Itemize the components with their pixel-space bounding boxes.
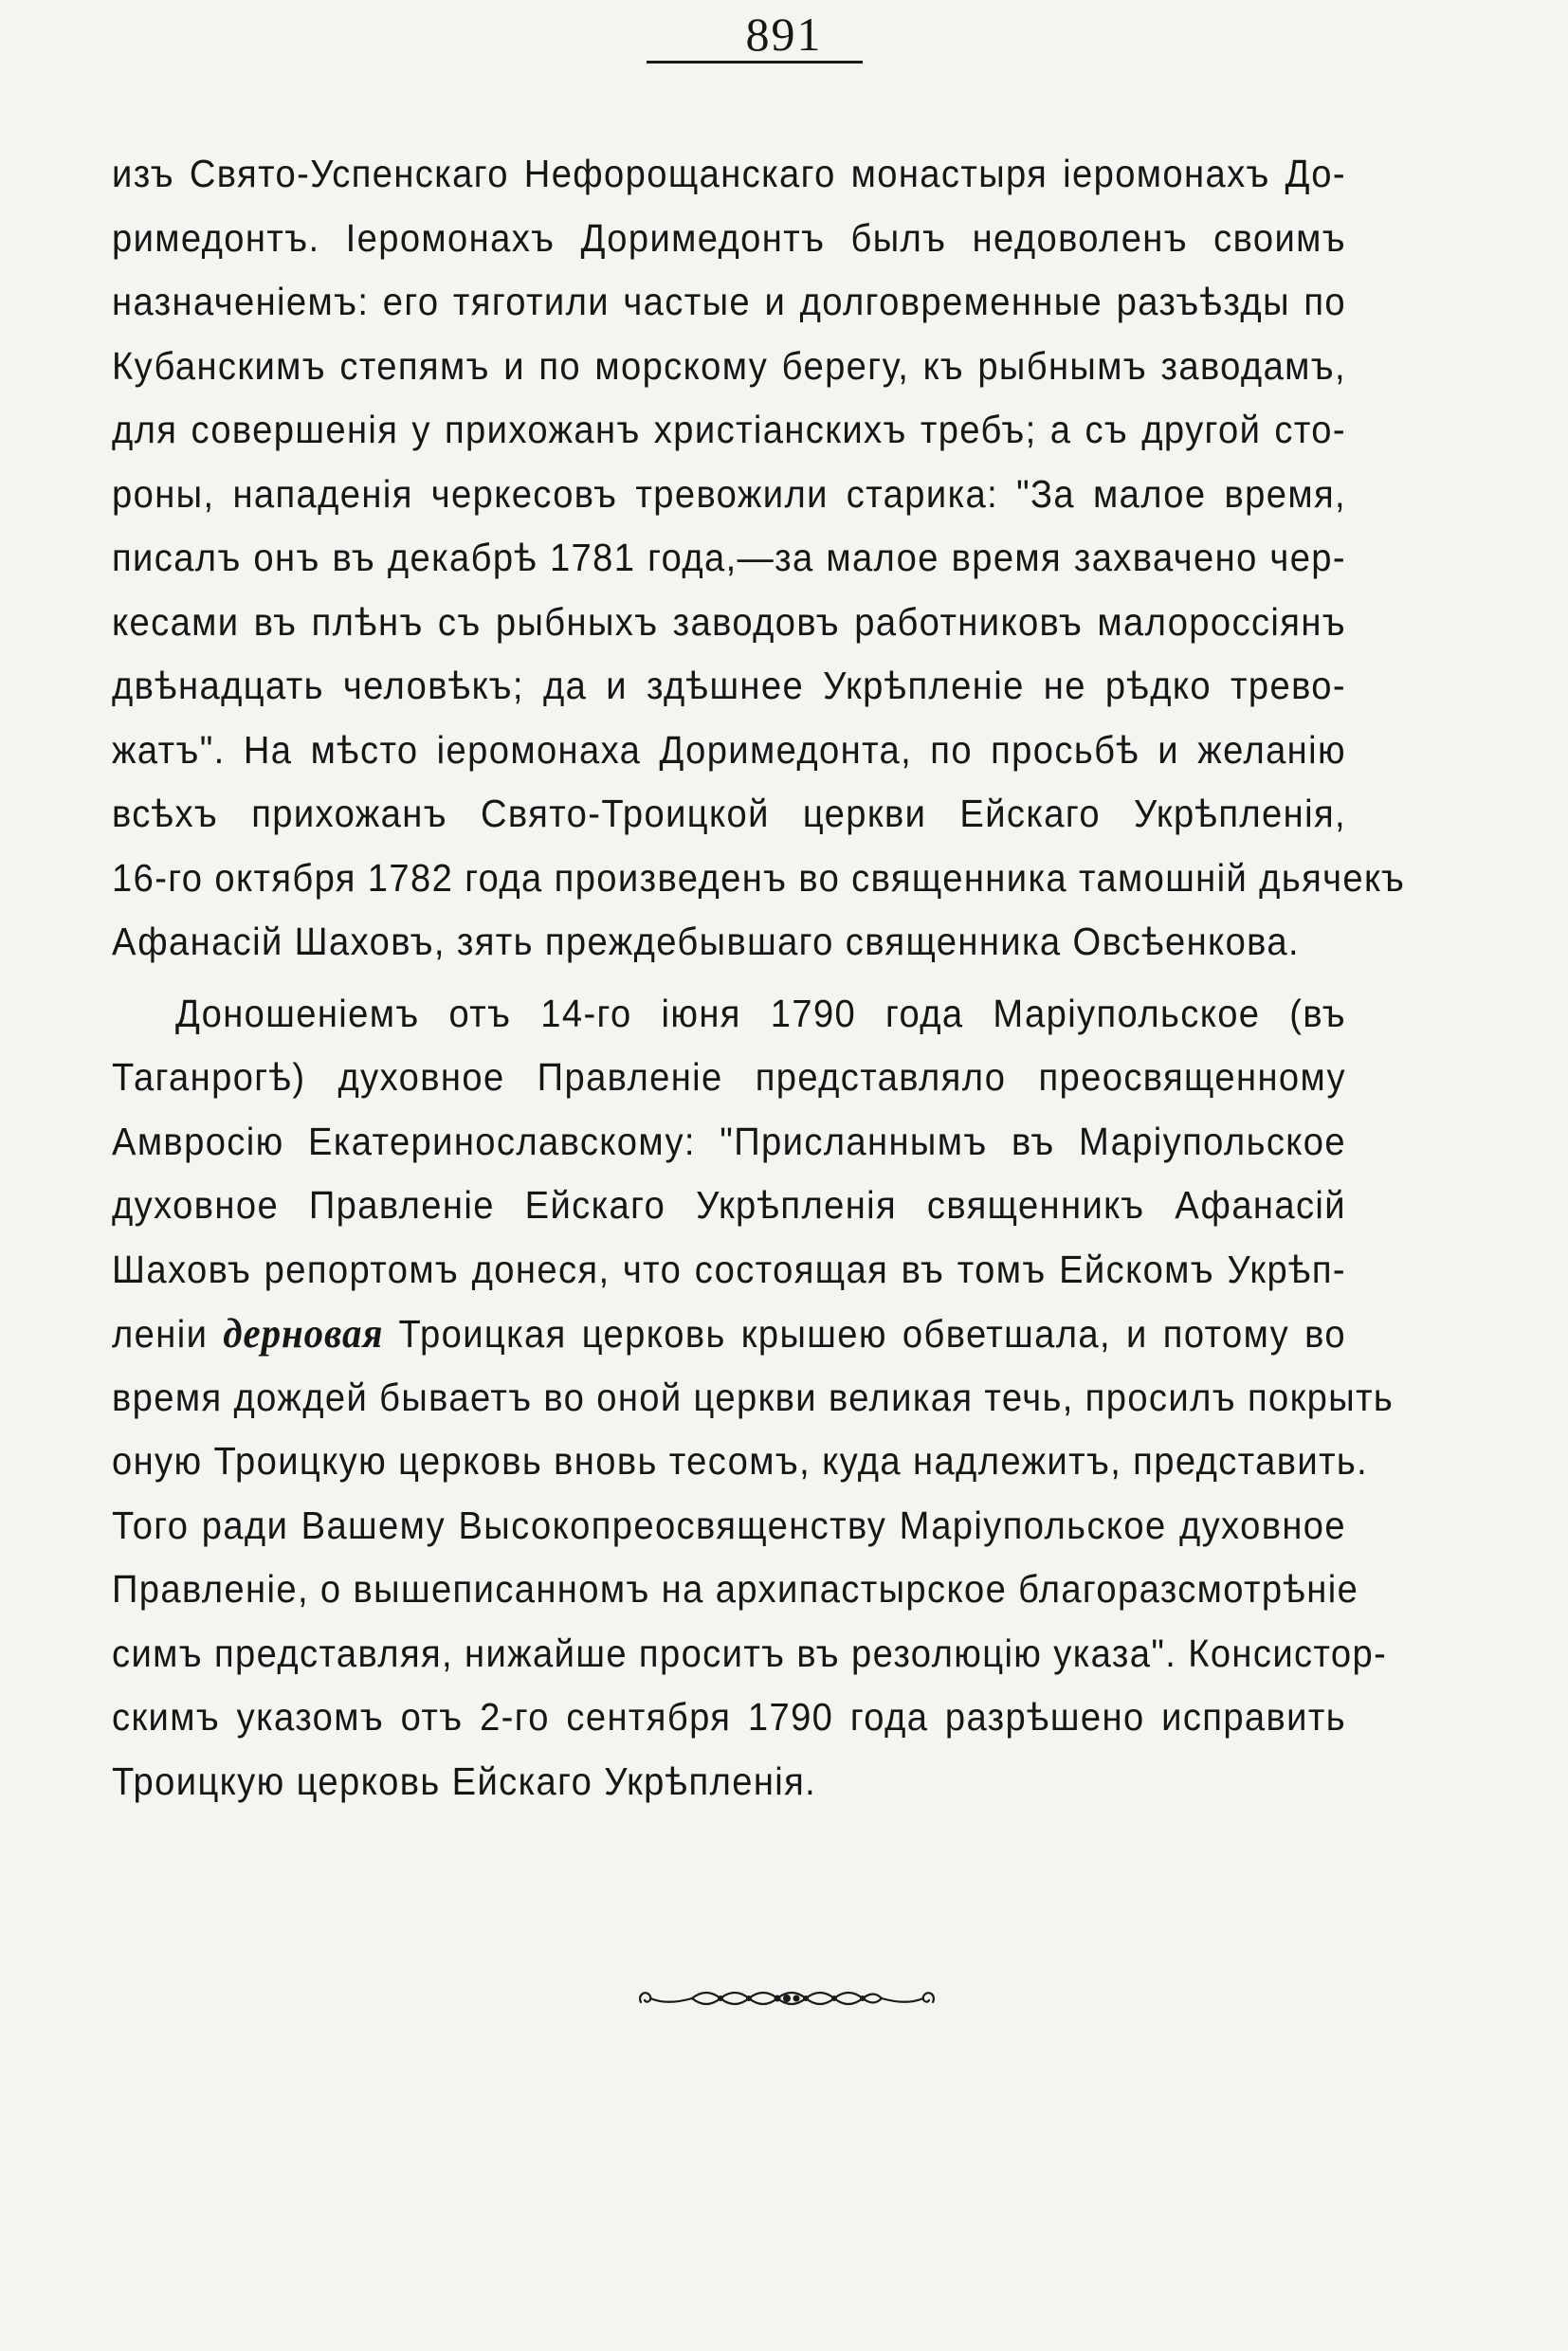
ornament-divider-icon [635, 1979, 939, 2017]
text-line: Амвросiю Екатеринославскому: "Присланнымъ въ Марiупольское [112, 1119, 1346, 1163]
text-line: кесами въ плѣнъ съ рыбныхъ заводовъ работниковъ малороссiянъ [112, 599, 1346, 644]
text-line: Кубанскимъ степямъ и по морскому берегу, къ рыбнымъ заводамъ, [112, 343, 1346, 388]
paragraph-1 [112, 142, 1406, 975]
text-line: 16-го октября 1782 года произведенъ во священника тамошнiй дьячекъ [112, 855, 1406, 900]
body-text [112, 142, 1406, 1813]
text-line: Троицкую церковь Ейскаго Укрѣпленiя. [112, 1759, 817, 1803]
text-line: писалъ онъ въ декабрѣ 1781 года,—за малое время захвачено чер- [112, 536, 1346, 579]
text-line: Доношенiемъ отъ 14-го iюня 1790 года Марiупольское (въ [174, 991, 1347, 1035]
paragraph-2 [112, 982, 1395, 1814]
text-line: духовное Правленiе Ейскаго Укрѣпленiя священникъ Афанасiй [112, 1183, 1346, 1227]
text-line: время дождей бываетъ во оной церкви великая течь, просилъ покрыть [112, 1375, 1395, 1419]
text-line: симъ представляя, нижайше проситъ въ резолюцiю указа". Консистор- [112, 1631, 1388, 1675]
text-line: Правленiе, о вышеписанномъ на архипастырское благоразсмотрѣнiе [112, 1567, 1359, 1611]
line-end: Троицкая церковь крышею обветшала, и потому во [383, 1312, 1346, 1356]
text-line: Таганрогѣ) духовное Правленiе представляло преосвященному [112, 1055, 1346, 1099]
line-start: ленiи [112, 1312, 224, 1356]
text-line: Того ради Вашему Высокопреосвященству Марiупольское духовное [112, 1503, 1346, 1547]
header-rule [647, 61, 863, 64]
text-line: скимъ указомъ отъ 2-го сентября 1790 года разрѣшено исправить [112, 1695, 1346, 1739]
text-line-with-emphasis [112, 1302, 1346, 1366]
text-line: всѣхъ прихожанъ Свято-Троицкой церкви Ейскаго Укрѣпленiя, [112, 792, 1346, 835]
text-line: для совершенiя у прихожанъ христiанскихъ требъ; а съ другой сто- [112, 408, 1346, 451]
emphasized-word: дерновая [223, 1310, 384, 1357]
text-line: жатъ". На мѣсто iеромонаха Доримедонта, по просьбѣ и желанiю [112, 727, 1346, 772]
text-line: оную Троицкую церковь вновь тесомъ, куда надлежитъ, представить. [112, 1439, 1369, 1483]
text-line: изъ Свято-Успенскаго Нефорощанскаго монастыря iеромонахъ До- [112, 152, 1346, 195]
text-line: Афанасiй Шаховъ, зять преждебывшаго священника Овсѣенкова. [112, 920, 1300, 963]
text-line: роны, нападенiя черкесовъ тревожили старика: "За малое время, [112, 471, 1346, 516]
page-number: 891 [745, 8, 823, 61]
text-line: двѣнадцать человѣкъ; да и здѣшнее Укрѣпленiе не рѣдко трево- [112, 664, 1346, 707]
text-line: римедонтъ. Iеромонахъ Доримедонтъ былъ недоволенъ своимъ [112, 215, 1346, 260]
text-line: Шаховъ репортомъ донеся, что состоящая въ томъ Ейскомъ Укрѣп- [112, 1247, 1346, 1291]
paragraph-gap [112, 975, 1346, 982]
text-line: назначенiемъ: его тяготили частые и долговременные разъѣзды по [112, 280, 1346, 323]
